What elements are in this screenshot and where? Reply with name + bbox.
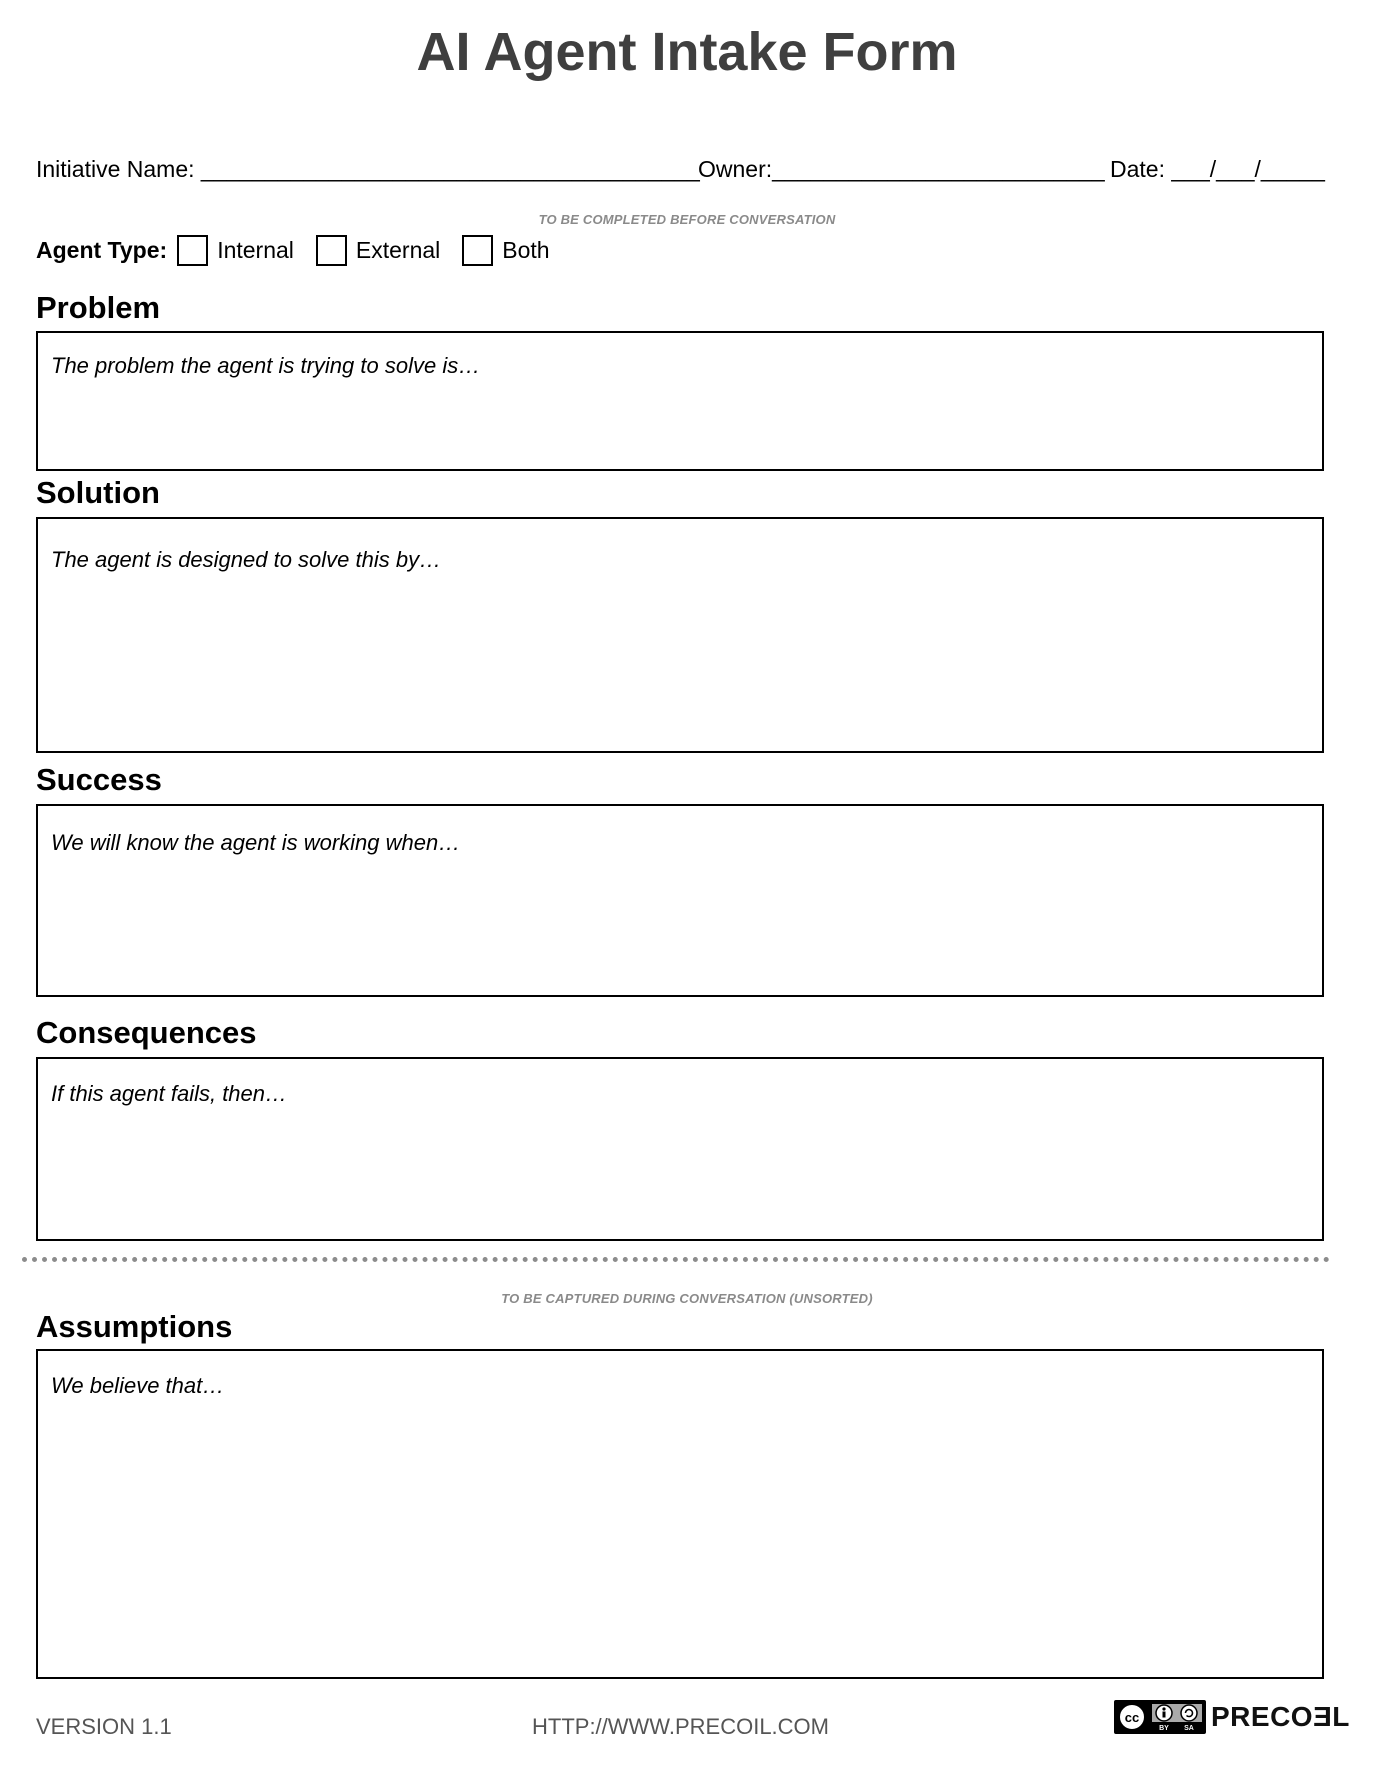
consequences-heading: Consequences	[36, 1015, 257, 1050]
solution-textarea[interactable]	[36, 517, 1324, 753]
cc-by-text: BY	[1159, 1725, 1169, 1732]
brand-coil-glyph: Ǝ	[1313, 1701, 1333, 1732]
consequences-prompt: If this agent fails, then…	[51, 1081, 288, 1106]
initiative-name-blank[interactable]: _______________________________________	[200, 156, 700, 182]
svg-text:cc: cc	[1124, 1710, 1140, 1725]
section-divider	[22, 1257, 1330, 1262]
solution-prompt: The agent is designed to solve this by…	[51, 547, 442, 572]
problem-prompt: The problem the agent is trying to solve is…	[51, 353, 481, 378]
agent-type-external-option[interactable]	[316, 235, 440, 266]
problem-textarea[interactable]	[36, 331, 1324, 471]
assumptions-textarea[interactable]	[36, 1349, 1324, 1679]
external-checkbox[interactable]	[316, 235, 347, 266]
success-textarea[interactable]	[36, 804, 1324, 997]
agent-type-both-option[interactable]	[462, 235, 549, 266]
precoil-logo	[1211, 1700, 1350, 1734]
success-prompt: We will know the agent is working when…	[51, 830, 461, 855]
consequences-textarea[interactable]	[36, 1057, 1324, 1241]
during-conversation-note: TO BE CAPTURED DURING CONVERSATION (UNSORTED)	[501, 1291, 873, 1306]
brand-text-end: L	[1332, 1701, 1350, 1732]
both-label: Both	[502, 236, 550, 263]
assumptions-heading: Assumptions	[36, 1309, 233, 1344]
agent-type-label: Agent Type:	[36, 236, 168, 263]
brand-text: PRECO	[1211, 1701, 1314, 1732]
agent-type-internal-option[interactable]	[177, 235, 294, 266]
both-checkbox[interactable]	[462, 235, 493, 266]
owner-field[interactable]	[698, 154, 1105, 184]
initiative-name-label: Initiative Name:	[36, 156, 195, 182]
cc-by-sa-icon	[1114, 1700, 1206, 1734]
assumptions-prompt: We believe that…	[51, 1373, 225, 1398]
agent-type-row	[36, 232, 572, 268]
owner-blank[interactable]: __________________________	[772, 156, 1105, 182]
external-label: External	[355, 236, 441, 263]
date-blank[interactable]: ___/___/_____	[1171, 156, 1325, 182]
success-heading: Success	[36, 762, 162, 797]
internal-checkbox[interactable]	[177, 235, 208, 266]
website-url[interactable]: HTTP://WWW.PRECOIL.COM	[532, 1714, 829, 1739]
page-title: AI Agent Intake Form	[416, 22, 958, 82]
before-conversation-note: TO BE COMPLETED BEFORE CONVERSATION	[538, 212, 836, 227]
version-label: VERSION 1.1	[36, 1714, 172, 1739]
date-label: Date:	[1110, 156, 1165, 182]
date-field[interactable]	[1110, 154, 1325, 184]
internal-label: Internal	[217, 236, 294, 263]
initiative-name-field[interactable]	[36, 154, 700, 184]
owner-label: Owner:	[698, 156, 773, 182]
cc-sa-text: SA	[1184, 1725, 1194, 1732]
solution-heading: Solution	[36, 475, 160, 510]
problem-heading: Problem	[36, 290, 161, 325]
